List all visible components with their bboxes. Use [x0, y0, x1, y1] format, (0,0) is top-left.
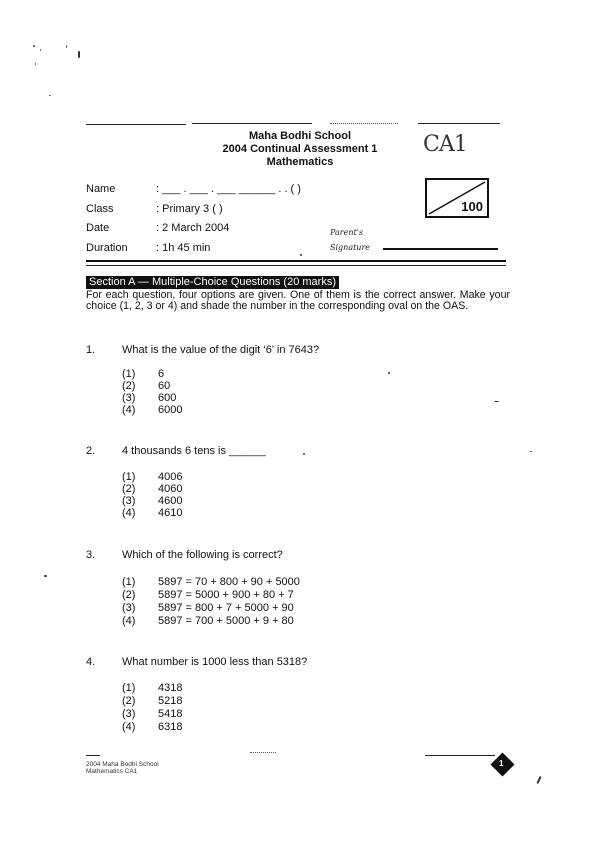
scan-speck — [49, 95, 51, 96]
option-value: 600 — [158, 392, 177, 404]
scan-speck — [35, 63, 36, 65]
page-number: 1 — [499, 759, 504, 768]
class-label: Class — [86, 203, 114, 215]
option[interactable] — [122, 615, 294, 627]
option[interactable] — [122, 404, 182, 416]
header-bottom-rule — [86, 265, 506, 266]
option-value: 4600 — [158, 495, 183, 507]
scan-speck — [40, 49, 41, 51]
option-value: 4060 — [158, 483, 183, 495]
option-value: 4610 — [158, 507, 183, 519]
option[interactable] — [122, 576, 300, 588]
option[interactable] — [122, 368, 164, 380]
question-text: Which of the following is correct? — [122, 549, 283, 561]
option-number: (3) — [122, 495, 136, 507]
option-value: 6318 — [158, 721, 183, 733]
scan-speck — [66, 45, 67, 48]
option-value: 5897 = 70 + 800 + 90 + 5000 — [158, 576, 300, 588]
section-instructions: For each question, four options are given. One of them is the correct answer. Make your choice (1, 2, 3 or 4) and shade the number in the corresponding oval on the OAS. — [86, 289, 510, 313]
option-value: 6 — [158, 368, 165, 380]
school-name: Maha Bodhi School — [248, 130, 352, 142]
date-label: Date — [86, 222, 110, 234]
option-number: (1) — [122, 682, 136, 694]
parents-label: Parent's — [330, 228, 364, 237]
scan-speck — [33, 45, 35, 47]
question-text: What is the value of the digit ‘6’ in 7643? — [122, 344, 320, 356]
question-text: What number is 1000 less than 5318? — [122, 656, 308, 668]
option[interactable] — [122, 708, 182, 720]
handwritten-mark: CA1 — [423, 132, 467, 157]
option-number: (4) — [122, 507, 136, 519]
header-rule — [192, 123, 312, 124]
option-number: (2) — [122, 483, 136, 495]
option-number: (2) — [122, 380, 136, 392]
option-value: 5418 — [158, 708, 183, 720]
option-number: (1) — [122, 471, 136, 483]
class-field[interactable]: : Primary 3 ( ) — [156, 203, 223, 215]
option[interactable] — [122, 721, 182, 733]
question-text: 4 thousands 6 tens is ______ — [122, 445, 266, 457]
signature-line[interactable] — [383, 248, 498, 250]
header-rule — [418, 123, 500, 124]
assessment-title: 2004 Continual Assessment 1 — [222, 143, 378, 155]
date-field: : 2 March 2004 — [156, 222, 230, 234]
scan-speck — [300, 254, 302, 256]
option[interactable] — [122, 380, 170, 392]
option-value: 60 — [158, 380, 171, 392]
option-number: (4) — [122, 615, 136, 627]
scan-speck — [303, 453, 305, 455]
scan-speck — [530, 451, 532, 452]
question-number: 1. — [86, 344, 96, 356]
header-rule — [86, 124, 186, 125]
footer-rule — [425, 755, 495, 756]
option-value: 5218 — [158, 695, 183, 707]
header-rule — [330, 123, 398, 124]
option-value: 6000 — [158, 404, 183, 416]
option[interactable] — [122, 483, 182, 495]
option-number: (3) — [122, 708, 136, 720]
option-number: (4) — [122, 721, 136, 733]
option-number: (1) — [122, 368, 136, 380]
option-number: (2) — [122, 589, 136, 601]
option-number: (3) — [122, 602, 136, 614]
option-number: (2) — [122, 695, 136, 707]
footer-text — [86, 761, 159, 775]
footer-line: Mathematics CA1 — [86, 768, 138, 775]
option-value: 4318 — [158, 682, 183, 694]
signature-label: Signature — [330, 243, 371, 252]
footer-rule — [86, 755, 100, 756]
score-total: 100 — [461, 199, 483, 214]
duration-label: Duration — [86, 242, 128, 254]
question-number: 2. — [86, 445, 96, 457]
question-number: 4. — [86, 656, 96, 668]
option-value: 5897 = 800 + 7 + 5000 + 90 — [158, 602, 294, 614]
footer-line: 2004 Maha Bodhi School — [86, 761, 159, 768]
name-field[interactable]: : ___ . ___ . ___ ______ . . ( ) — [156, 183, 301, 195]
header-bottom-rule — [86, 260, 506, 262]
option[interactable] — [122, 471, 182, 483]
name-label: Name — [86, 183, 116, 195]
option[interactable] — [122, 695, 182, 707]
scan-speck — [536, 776, 541, 784]
option[interactable] — [122, 602, 294, 614]
duration-field: : 1h 45 min — [156, 242, 211, 254]
scan-speck — [494, 401, 499, 402]
option-value: 5897 = 700 + 5000 + 9 + 80 — [158, 615, 294, 627]
scan-speck — [78, 51, 80, 58]
subject-title: Mathematics — [266, 156, 334, 168]
option-number: (4) — [122, 404, 136, 416]
section-heading: Section A — Multiple-Choice Questions (20 marks) — [86, 276, 339, 289]
option-value: 5897 = 5000 + 900 + 80 + 7 — [158, 589, 294, 601]
option[interactable] — [122, 682, 182, 694]
score-box — [425, 178, 489, 218]
option[interactable] — [122, 589, 294, 601]
footer-rule — [250, 752, 276, 753]
scan-speck — [44, 575, 47, 577]
scan-speck — [388, 372, 390, 374]
option-number: (1) — [122, 576, 136, 588]
option-number: (3) — [122, 392, 136, 404]
question-number: 3. — [86, 549, 96, 561]
option-value: 4006 — [158, 471, 183, 483]
option[interactable] — [122, 495, 182, 507]
option[interactable] — [122, 507, 182, 519]
option[interactable] — [122, 392, 176, 404]
